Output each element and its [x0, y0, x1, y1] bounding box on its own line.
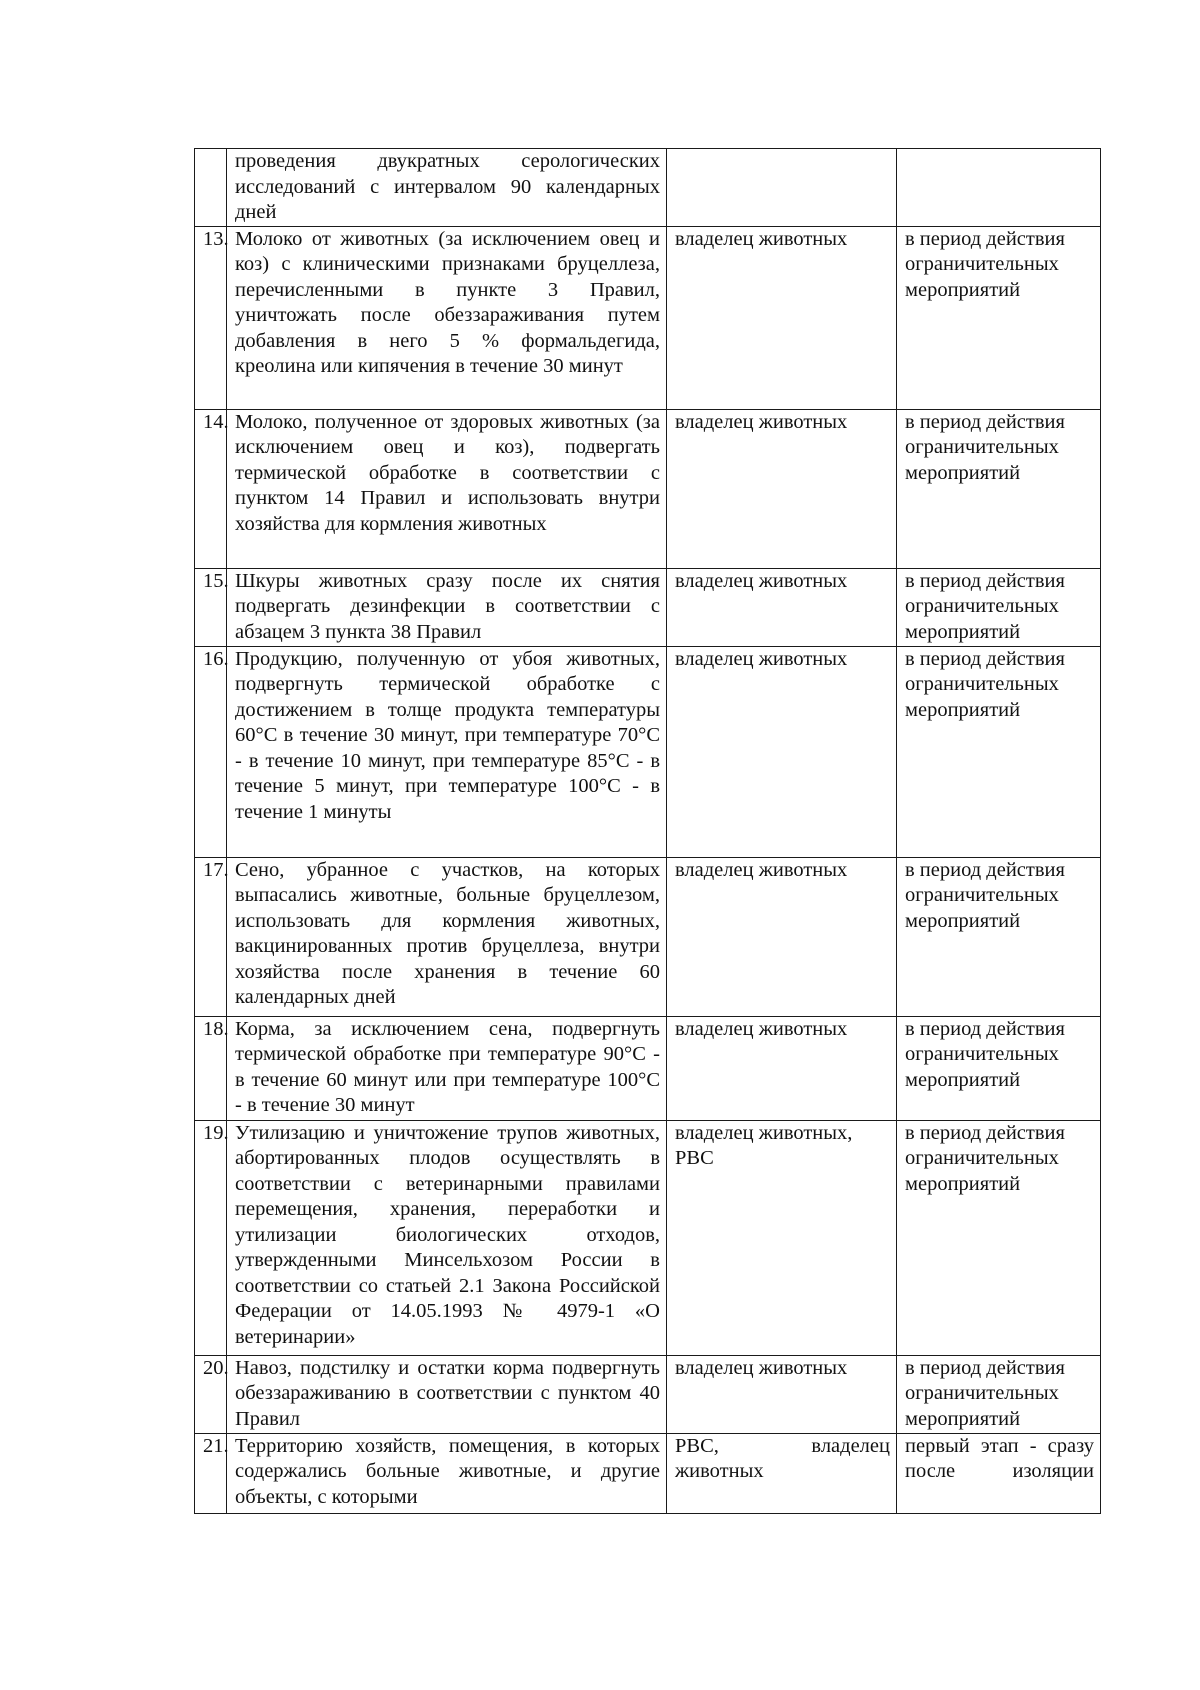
- responsible-text: владелец животных: [667, 646, 897, 857]
- responsible-text: владелец животных: [667, 1355, 897, 1433]
- term-text: в период действия ограничительных мероприятий: [897, 646, 1101, 857]
- table-row: [195, 149, 1101, 227]
- row-number: 16.: [195, 646, 227, 857]
- row-number: 19.: [195, 1120, 227, 1355]
- action-text: Молоко, полученное от здоровых животных (за исключением овец и коз), подвергать термической обработке в соответствии с пунктом 14 Правил и использовать внутри хозяйства для кормления животных: [227, 409, 667, 568]
- row-number: [195, 149, 227, 227]
- table-row: [195, 1355, 1101, 1433]
- term-text: в период действия ограничительных мероприятий: [897, 409, 1101, 568]
- action-text: Шкуры животных сразу после их снятия подвергать дезинфекции в соответствии с абзацем 3 пункта 38 Правил: [227, 568, 667, 646]
- row-number: 18.: [195, 1016, 227, 1120]
- table-row: [195, 226, 1101, 409]
- row-number: 14.: [195, 409, 227, 568]
- term-text: в период действия ограничительных мероприятий: [897, 1355, 1101, 1433]
- row-number: 21.: [195, 1433, 227, 1513]
- row-number: 17.: [195, 857, 227, 1016]
- responsible-text: владелец животных: [667, 1016, 897, 1120]
- action-text: Сено, убранное с участков, на которых выпасались животные, больные бруцеллезом, использовать для кормления животных, вакцинированных против бруцеллеза, внутри хозяйства после хранения в течение 60 календарных дней: [227, 857, 667, 1016]
- term-text: [897, 149, 1101, 227]
- table-row: [195, 1120, 1101, 1355]
- measures-table: [194, 148, 1101, 1514]
- row-number: 15.: [195, 568, 227, 646]
- term-text: в период действия ограничительных мероприятий: [897, 226, 1101, 409]
- action-text: Молоко от животных (за исключением овец и коз) с клиническими признаками бруцеллеза, перечисленными в пункте 3 Правил, уничтожать после обеззараживания путем добавления в него 5 % формальдегида, креолина или кипячения в течение 30 минут: [227, 226, 667, 409]
- table-row: [195, 646, 1101, 857]
- responsible-text: владелец животных: [667, 409, 897, 568]
- action-text: Территорию хозяйств, помещения, в которых содержались больные животные, и другие объекты, с которыми: [227, 1433, 667, 1513]
- responsible-text: [667, 149, 897, 227]
- responsible-text: РВС, владелец животных: [667, 1433, 897, 1513]
- row-number: 20.: [195, 1355, 227, 1433]
- responsible-text: владелец животных: [667, 568, 897, 646]
- table-row: [195, 409, 1101, 568]
- responsible-text: владелец животных, РВС: [667, 1120, 897, 1355]
- term-text: первый этап - сразу после изоляции: [897, 1433, 1101, 1513]
- row-number: 13.: [195, 226, 227, 409]
- term-text: в период действия ограничительных мероприятий: [897, 1016, 1101, 1120]
- responsible-text: владелец животных: [667, 857, 897, 1016]
- term-text: в период действия ограничительных мероприятий: [897, 1120, 1101, 1355]
- action-text: Продукцию, полученную от убоя животных, подвергнуть термической обработке с достижением в толще продукта температуры 60°C в течение 30 минут, при температуре 70°C - в течение 10 минут, при температуре 85°C - в течение 5 минут, при температуре 100°C - в течение 1 минуты: [227, 646, 667, 857]
- term-text: в период действия ограничительных мероприятий: [897, 568, 1101, 646]
- table-row: [195, 857, 1101, 1016]
- action-text: Навоз, подстилку и остатки корма подвергнуть обеззараживанию в соответствии с пунктом 40 Правил: [227, 1355, 667, 1433]
- action-text: Утилизацию и уничтожение трупов животных, абортированных плодов осуществлять в соответствии с ветеринарными правилами перемещения, хранения, переработки и утилизации биологических отходов, утвержденными Минсельхозом России в соответствии со статьей 2.1 Закона Российской Федерации от 14.05.1993 № 4979-1 «О ветеринарии»: [227, 1120, 667, 1355]
- table-row: [195, 1016, 1101, 1120]
- responsible-text: владелец животных: [667, 226, 897, 409]
- term-text: в период действия ограничительных мероприятий: [897, 857, 1101, 1016]
- table-row: [195, 1433, 1101, 1513]
- action-text: проведения двукратных серологических исследований с интервалом 90 календарных дней: [227, 149, 667, 227]
- action-text: Корма, за исключением сена, подвергнуть термической обработке при температуре 90°C - в течение 60 минут или при температуре 100°C - в течение 30 минут: [227, 1016, 667, 1120]
- table-row: [195, 568, 1101, 646]
